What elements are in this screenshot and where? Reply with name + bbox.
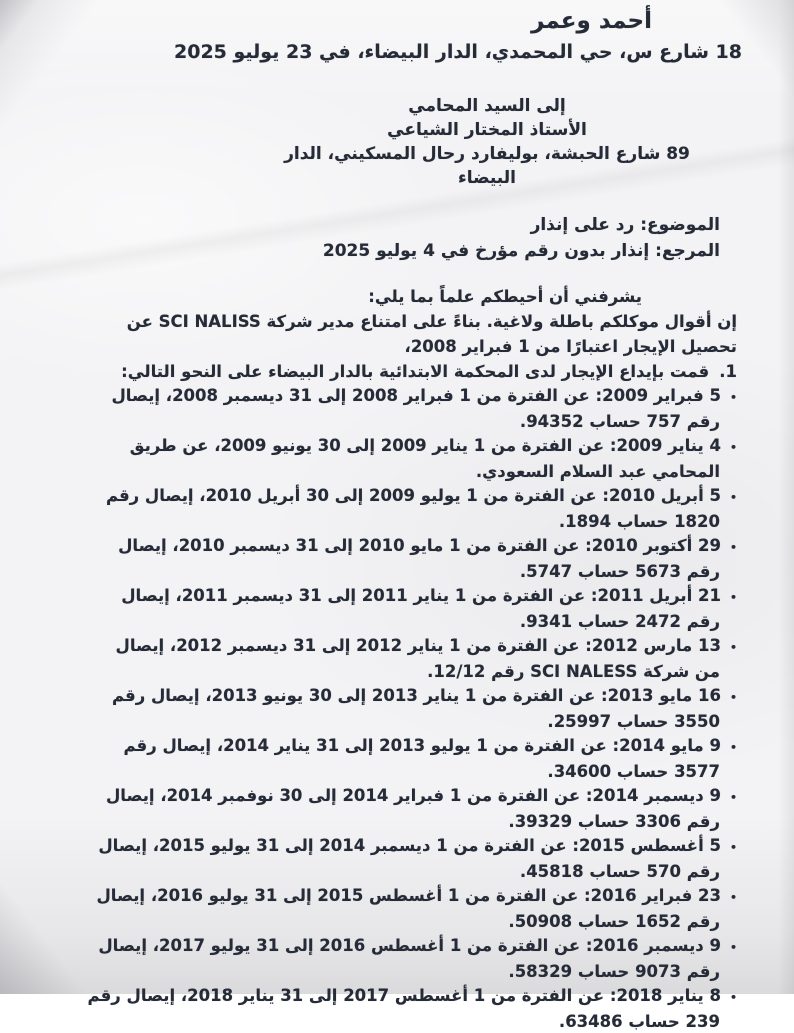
deposit-item xyxy=(85,534,737,583)
point-number: 1. xyxy=(719,362,737,381)
subject-line: الموضوع: رد على إنذار xyxy=(530,215,720,235)
intro-line-2: تحصيل الإيجار اعتبارًا من 1 فبراير 2008، xyxy=(404,337,737,356)
bullet-icon: • xyxy=(729,691,737,704)
bullet-icon: • xyxy=(729,541,737,554)
deposit-item xyxy=(85,934,737,983)
deposit-text: 23 فبراير 2016: عن الفترة من 1 أغسطس 2015 إلى 31 يوليو 2016، إيصال رقم 1652 حساب 50908. xyxy=(96,886,721,931)
numbered-point xyxy=(40,359,737,384)
deposit-text: 9 ديسمبر 2016: عن الفترة من 1 أغسطس 2016 إلى 31 يوليو 2017، إيصال رقم 9073 حساب 58329. xyxy=(98,936,721,981)
deposits-list xyxy=(85,384,737,1033)
bullet-icon: • xyxy=(729,991,737,1004)
deposit-item xyxy=(85,784,737,833)
deposit-item xyxy=(85,834,737,883)
bullet-icon: • xyxy=(729,441,737,454)
bullet-icon: • xyxy=(729,641,737,654)
deposit-item xyxy=(85,584,737,633)
bullet-icon: • xyxy=(729,841,737,854)
deposit-item xyxy=(85,384,737,433)
deposit-item xyxy=(85,984,737,1033)
bullet-icon: • xyxy=(729,791,737,804)
letter-body xyxy=(0,284,794,1033)
deposit-item xyxy=(85,684,737,733)
recipient-title-line: إلى السيد المحامي xyxy=(408,96,566,116)
recipient-name-line: الأستاذ المختار الشياعي xyxy=(387,120,587,140)
bullet-icon: • xyxy=(729,391,737,404)
reference-line: المرجع: إنذار بدون رقم مؤرخ في 4 يوليو 2025 xyxy=(322,241,720,261)
deposit-text: 8 يناير 2018: عن الفترة من 1 أغسطس 2017 إلى 31 يناير 2018، إيصال رقم 239 حساب 63486. xyxy=(87,986,721,1031)
deposit-text: 5 أبريل 2010: عن الفترة من 1 يوليو 2009 إلى 30 أبريل 2010، إيصال رقم 1820 حساب 1894. xyxy=(105,486,721,531)
bullet-icon: • xyxy=(729,891,737,904)
salutation-line: يشرفني أن أحيطكم علماً بما يلي: xyxy=(368,287,642,306)
sender-address-date: 18 شارع س، حي المحمدي، الدار البيضاء، في 23 يوليو 2025 xyxy=(174,41,742,63)
deposit-text: 5 فبراير 2009: عن الفترة من 1 فبراير 2008 إلى 31 ديسمبر 2008، إيصال رقم 757 حساب 94352. xyxy=(111,386,721,431)
deposit-text: 21 أبريل 2011: عن الفترة من 1 يناير 2011 إلى 31 ديسمبر 2011، إيصال رقم 2472 حساب 9341. xyxy=(121,586,721,631)
deposit-item xyxy=(85,484,737,533)
bullet-icon: • xyxy=(729,491,737,504)
deposit-text: 4 يناير 2009: عن الفترة من 1 يناير 2009 إلى 30 يونيو 2009، عن طريق المحامي عبد السلام السعودي. xyxy=(129,436,721,481)
bullet-icon: • xyxy=(729,591,737,604)
intro-line-1: إن أقوال موكلكم باطلة ولاغية. بناءً على امتناع مدير شركة SCI NALISS عن xyxy=(126,312,737,331)
subject-block xyxy=(0,212,720,264)
deposit-text: 16 مايو 2013: عن الفترة من 1 يناير 2013 إلى 30 يونيو 2013، إيصال رقم 3550 حساب 25997. xyxy=(111,686,721,731)
deposit-item xyxy=(85,434,737,483)
deposit-item xyxy=(85,884,737,933)
deposit-item xyxy=(85,734,737,783)
deposit-text: 9 ديسمبر 2014: عن الفترة من 1 فبراير 2014 إلى 30 نوفمبر 2014، إيصال رقم 3306 حساب 39329. xyxy=(105,786,721,831)
recipient-block xyxy=(260,94,714,190)
sender-name: أحمد وعمر xyxy=(531,8,652,34)
deposit-text: 5 أغسطس 2015: عن الفترة من 1 ديسمبر 2014 إلى 31 يوليو 2015، إيصال رقم 570 حساب 45818. xyxy=(98,836,721,881)
recipient-address-line: 89 شارع الحبشة، بوليفارد رحال المسكيني، الدار البيضاء xyxy=(284,144,690,188)
deposit-text: 13 مارس 2012: عن الفترة من 1 يناير 2012 إلى 31 ديسمبر 2012، إيصال من شركة SCI NALESS رقم 12/12. xyxy=(115,636,721,681)
deposit-text: 9 مايو 2014: عن الفترة من 1 يوليو 2013 إلى 31 يناير 2014، إيصال رقم 3577 حساب 34600. xyxy=(123,736,721,781)
deposit-item xyxy=(85,634,737,683)
bullet-icon: • xyxy=(729,741,737,754)
point-text: قمت بإيداع الإيجار لدى المحكمة الابتدائية بالدار البيضاء على النحو التالي: xyxy=(121,362,710,381)
bullet-icon: • xyxy=(729,941,737,954)
deposit-text: 29 أكتوبر 2010: عن الفترة من 1 مايو 2010 إلى 31 ديسمبر 2010، إيصال رقم 5673 حساب 5747. xyxy=(118,536,721,581)
